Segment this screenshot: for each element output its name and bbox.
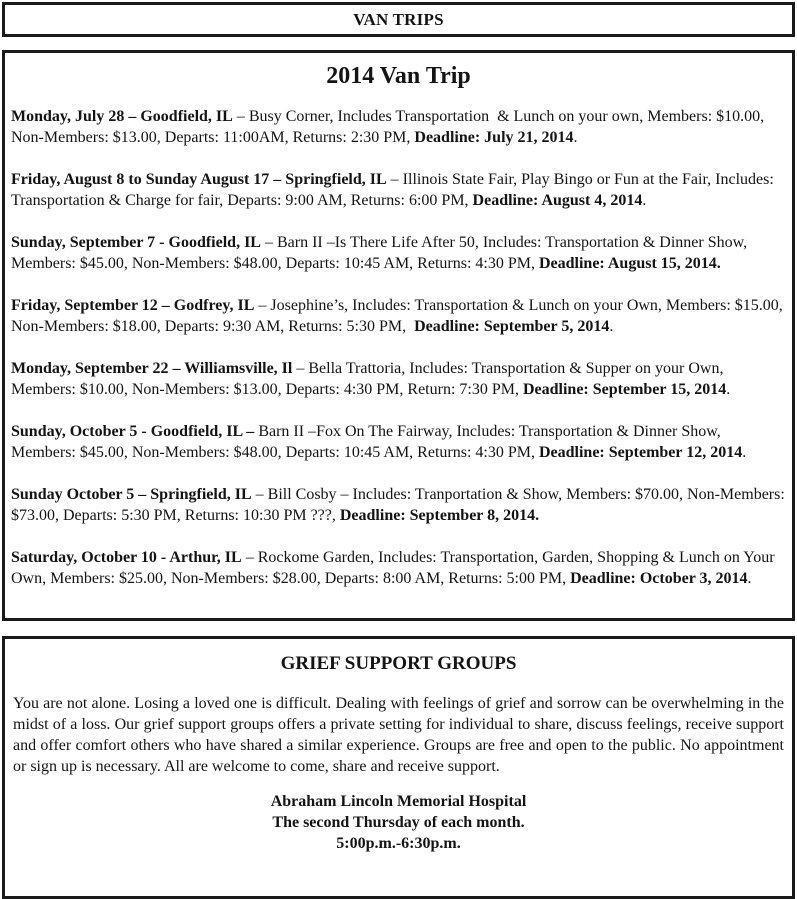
trip-text-segment: . (642, 192, 647, 209)
trip-text-segment: Sunday October 5 – Springfield, IL (11, 486, 252, 503)
trip-entry (11, 106, 786, 148)
trip-text-segment: . (747, 570, 752, 587)
trip-text-segment: Deadline: August 4, 2014 (472, 192, 643, 209)
trip-entry (11, 295, 786, 337)
trip-text-segment: Barn II –Fox On The Fairway, Includes: Transportation & Dinner Show, Members: $45.00, Non-Members: $48.00, Departs: 10:45 AM, Returns: 4:30 PM, (11, 423, 725, 461)
van-trips-banner-title: VAN TRIPS (353, 9, 444, 29)
van-trip-section-title: 2014 Van Trip (326, 63, 471, 89)
trip-text-segment: – Josephine’s, Includes: Transportation & Lunch on your Own, Members: $15.00, Non-Members: $18.00, Departs: 9:30 AM, Returns: 5:30 PM, (11, 297, 787, 335)
trip-text-segment: Deadline: August 15, 2014. (538, 255, 721, 272)
van-trip-section (2, 50, 795, 621)
trip-text-segment: . (609, 318, 614, 335)
trip-text-segment: – Busy Corner, Includes Transportation & Lunch on your own, Members: $10.00, Non-Members: $13.00, Departs: 11:00AM, Returns: 2:30 PM, (11, 108, 769, 146)
trip-text-segment: . (726, 381, 731, 398)
grief-support-section (2, 636, 795, 899)
grief-section-title: GRIEF SUPPORT GROUPS (280, 653, 517, 674)
grief-location: Abraham Lincoln Memorial Hospital (270, 793, 527, 810)
trip-text-segment: – Bella Trattoria, Includes: Transportation & Supper on your Own, Members: $10.00, Non-Members: $13.00, Departs: 4:30 PM, Return: 7:30 PM, (11, 360, 728, 398)
trip-text-segment: Monday, September 22 – Williamsville, Il (11, 360, 293, 377)
grief-meeting-info (13, 791, 784, 854)
trip-entry (11, 421, 786, 463)
grief-schedule: The second Thursday of each month. (272, 814, 525, 831)
trip-text-segment: Sunday, September 7 - Goodfield, IL (11, 234, 261, 251)
newsletter-page (2, 2, 795, 899)
trip-text-segment: Friday, September 12 – Godfrey, IL (11, 297, 255, 314)
trip-text-segment: . (573, 129, 578, 146)
trip-text-segment: – Bill Cosby – Includes: Tranportation & Show, Members: $70.00, Non-Members: $73.00, Departs: 5:30 PM, Returns: 10:30 PM ???, (11, 486, 789, 524)
trip-text-segment: – Barn II –Is There Life After 50, Includes: Transportation & Dinner Show, Members: $45.00, Non-Members: $48.00, Departs: 10:45 AM, Returns: 4:30 PM, (11, 234, 752, 272)
trip-text-segment: Monday, July 28 – Goodfield, IL (11, 108, 233, 125)
trip-text-segment: Deadline: September 12, 2014 (538, 444, 743, 461)
trip-entry (11, 232, 786, 274)
van-trips-header-box (2, 2, 795, 37)
trip-text-segment: – Illinois State Fair, Play Bingo or Fun at the Fair, Includes: Transportation & Charge for fair, Departs: 9:00 AM, Returns: 6:00 PM, (11, 171, 778, 209)
trip-entry (11, 484, 789, 526)
trip-entry (11, 547, 786, 589)
trip-text-segment: Deadline: September 15, 2014 (522, 381, 727, 398)
trip-list (11, 106, 789, 589)
trip-text-segment: Sunday, October 5 - Goodfield, IL – (11, 423, 255, 440)
trip-text-segment: Deadline: July 21, 2014 (414, 129, 574, 146)
trip-text-segment: Deadline: September 8, 2014. (339, 507, 540, 524)
trip-text-segment: – Rockome Garden, Includes: Transportation, Garden, Shopping & Lunch on Your Own, Members: $25.00, Non-Members: $28.00, Departs: 8:00 AM, Returns: 5:00 PM, (11, 549, 779, 587)
grief-time: 5:00p.m.-6:30p.m. (336, 835, 461, 852)
grief-description: You are not alone. Losing a loved one is difficult. Dealing with feelings of grief and sorrow can be overwhelming in the midst of a loss. Our grief support groups offers a private setting for individual to share, discuss feelings, receive support and offer comfort others who have shared a similar experience. Groups are free and open to the public. No appointment or sign up is necessary. All are welcome to come, share and receive support. (13, 695, 784, 775)
trip-text-segment: . (742, 444, 747, 461)
trip-text-segment: Deadline: September 5, 2014 (414, 318, 610, 335)
trip-text-segment: Saturday, October 10 - Arthur, IL (11, 549, 242, 566)
trip-entry (11, 169, 786, 211)
trip-text-segment: Friday, August 8 to Sunday August 17 – Springfield, IL (11, 171, 387, 188)
trip-entry (11, 358, 786, 400)
trip-text-segment: Deadline: October 3, 2014 (570, 570, 748, 587)
